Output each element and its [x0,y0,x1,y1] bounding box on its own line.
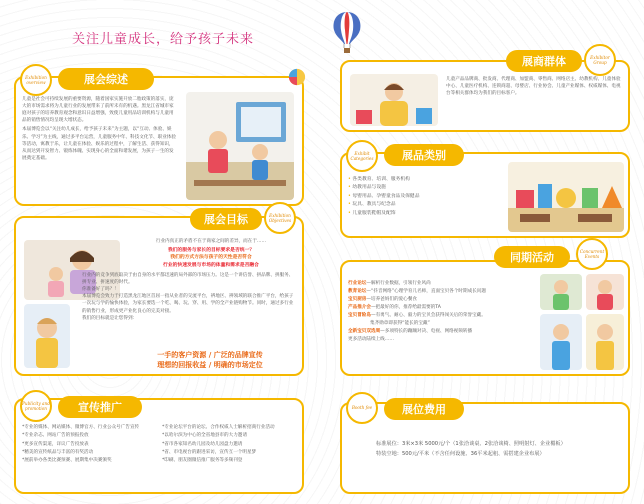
overview-badge: Exhibition overview [20,64,52,96]
events-photo-3 [540,314,582,370]
promotion-left-item-4: *精美的宣传纸品与丰富的有奖活动 [22,449,94,455]
events-badge: Concurrent Events [576,238,608,270]
overview-text [22,96,176,162]
target-highlights [126,247,296,269]
target-paragraph-3: 本届博览会致力于打造黑龙江地区首屈一指从业者的交流平台，辨地区、辨领域的联合推广平台，给孩子一次玩与学的愉快体验，为家长要选一个吃、喝、玩、穿、用、学的全产业链购物节。同时，通过多行业的销售行业，形成更产业化良心的完美对接。 [82,294,294,314]
promotion-list-left [22,424,162,465]
event-text-6: 集齐勋章即获得“能长的宝藏” [370,321,430,327]
event-text-7: —多项特长的蹦蹦对决、电视、网络视频转播 [380,329,473,335]
hot-air-balloon-icon [330,10,364,58]
fees-badge: Booth fee [346,392,378,424]
event-text-8: 更多活动陆续上线…… [348,337,394,343]
event-tag-2: 教育论坛 [348,289,367,295]
target-text [82,272,296,322]
target-title: 展会目标 [190,208,262,230]
target-goals [120,350,300,370]
target-paragraph-1: 行业内的竞争到底取决于由自身的水平都迅速的局外部的市场压力。这是一个讲信誉、拼品牌、拼服务、拼专业、拼速度的时代。 [82,273,294,286]
category-item-3: • 母婴用品、孕婴童食品及保健品 [348,193,508,201]
categories-list [348,176,508,218]
event-row-1 [348,280,536,288]
events-list [348,280,536,344]
category-item-5: • 儿童服装鞋帽及配饰 [348,210,508,218]
promotion-left-item-2: *专业杂志、网站广告的预报投放 [22,433,89,439]
categories-photo [508,162,624,232]
events-photo-4 [586,314,624,370]
promotion-left-item-1: *专业的媒体、网站媒体、微博官方、行业公众号广告宣传 [22,425,140,430]
promotion-right-item-2: *以哈尔滨为中心的全省地县市的大力邀请 [162,433,247,439]
event-row-6 [348,320,536,328]
promotion-right-item-3: *省市各家知名幼儿园及幼儿园盘力邀请 [162,441,243,447]
event-row-4 [348,304,536,312]
target-highlight-2: 我们的方式方法与孩子的天性是否符合 [170,255,252,261]
promotion-right-item-4: *省、市电视台的跟进采访，宣传互一个明星梦 [162,449,257,455]
event-tag-4: 产品推介会 [348,305,371,311]
events-photo-2 [586,274,624,310]
target-goal-2: 理想的回报收益 / 明确的市场定位 [157,361,263,370]
event-row-8 [348,336,536,344]
fee-row-raw-space: 特装空地：500元/平米（不含任何设施、36平米起租、需搭建企业布展） [376,450,545,457]
event-row-7 [348,328,536,336]
target-paragraph-4: 我们的目标就是让您得到： [82,315,138,321]
events-title: 同期活动 [494,246,570,268]
ball-icon [288,68,306,86]
event-text-2: —“抖音网络”心理学育儿名师，直面宝贝各个时期成长问题 [366,289,486,295]
target-intro: 行业内真正的矛盾不在于商家之间的差异，而在于…… [155,239,267,244]
target-goal-1: 一手的客户资源 / 广泛的品牌宣传 [157,351,263,359]
target-badge: Exhibition Objectives [264,202,296,234]
audience-title: 展商群体 [506,50,582,72]
overview-paragraph-1: 儿童是社会可持续发展的重要资源，随着国家实施开放二胎政策的落实，庞大的市场需求将为儿童行业的发展带来了前所未有的机遇。黑龙江省城市家庭对孩子的培养教育观念和意识日益增强，致使儿童用品培训机构与儿童用品的销售情况均呈现大增状态。 [22,97,174,124]
categories-title: 展品类别 [384,144,464,166]
event-row-5 [348,312,536,320]
event-text-3: —培养爸妈们的爱心餐食 [366,297,417,303]
event-row-3 [348,296,536,304]
target-highlight-1: 我们的服务与家长的目标要求是否统一？ [167,248,255,253]
fee-row-standard: 标准展位：3米×3米 5000元/个（1张洽谈桌、2张洽谈椅、照明射灯、企业楣板） [376,441,566,447]
audience-text: 儿童产品品牌商、批发商、代理商、加盟商、零售商、网络店主、幼教机构、儿童体验中心、儿童医疗机构、连锁商超、母婴店、行业协会、儿童产业媒体、权威媒体、电视台等相关群体均为我们的目标客户。 [446,77,621,97]
fees-list [376,440,624,460]
target-paragraph-2: 你准备好了吗？！ [82,287,119,293]
event-tag-3: 宝贝厨房 [348,297,367,303]
fees-title: 展位费用 [384,398,464,420]
overview-photo [186,92,294,200]
promotion-list-right [162,424,300,465]
event-text-1: —解析行业数据，引领行业风尚 [366,281,431,286]
event-text-5: —有勇气、耐心、毅力的宝贝会获得闯关后的荣誉宝藏。 [370,313,486,319]
promotion-left-item-5: *展前举办各类比赛预赛、展期集中决赛颁奖 [22,458,112,464]
category-item-4: • 玩具、教具与纪念品 [348,201,508,209]
slogan-heading: 关注儿童成长，给予孩子未来 [72,32,255,47]
promotion-right-item-5: *印刷、朋友圈微信推广服务等多频刊登 [162,458,243,464]
promotion-left-item-3: *更多宣传渠道，详议广告投放表 [22,441,89,447]
promotion-title: 宣传推广 [58,396,142,418]
category-item-1: • 各类教育、培训、服务机构 [348,176,508,184]
overview-paragraph-2: 本届博览会以“关注幼儿成长，给予孩子未来”为主题，以“互动、体验、娱乐、学习”为主线，通过多平台运营，儿童服务中年、科技文化节、职业体验等活动，寓教于乐，让儿童在体验、娱乐的过程中，了解生活、获得知识，从而达到开发智力、锻炼体魄、实现身心的全面和谐发展，为孩子一生的发展奠定基础。 [22,127,176,161]
event-text-4: —把最好的你，推荐给最需要的TA [370,305,441,311]
event-tag-7: 全新宝贝双选周 [348,329,381,335]
promotion-badge: Publicity and promotion [20,390,52,422]
overview-title: 展会综述 [58,68,154,90]
categories-badge: Exhibit Categories [346,140,378,172]
target-highlight-3: 行业的快速发展与市场的体量和需求是否融合 [163,262,259,268]
event-tag-1: 行业论坛 [348,281,367,286]
promotion-right-item-1: *专业论坛平台的论坛、合作权威人士解析招商行业活动 [162,425,275,430]
event-tag-5: 宝贝冒险岛 [348,313,371,319]
event-row-2 [348,288,536,296]
category-item-2: • 幼教用品与设施 [348,184,508,192]
audience-badge: Exhibitor Group [584,44,616,76]
target-photo-2 [24,304,70,368]
events-photo-1 [540,274,582,310]
audience-photo [350,74,438,126]
